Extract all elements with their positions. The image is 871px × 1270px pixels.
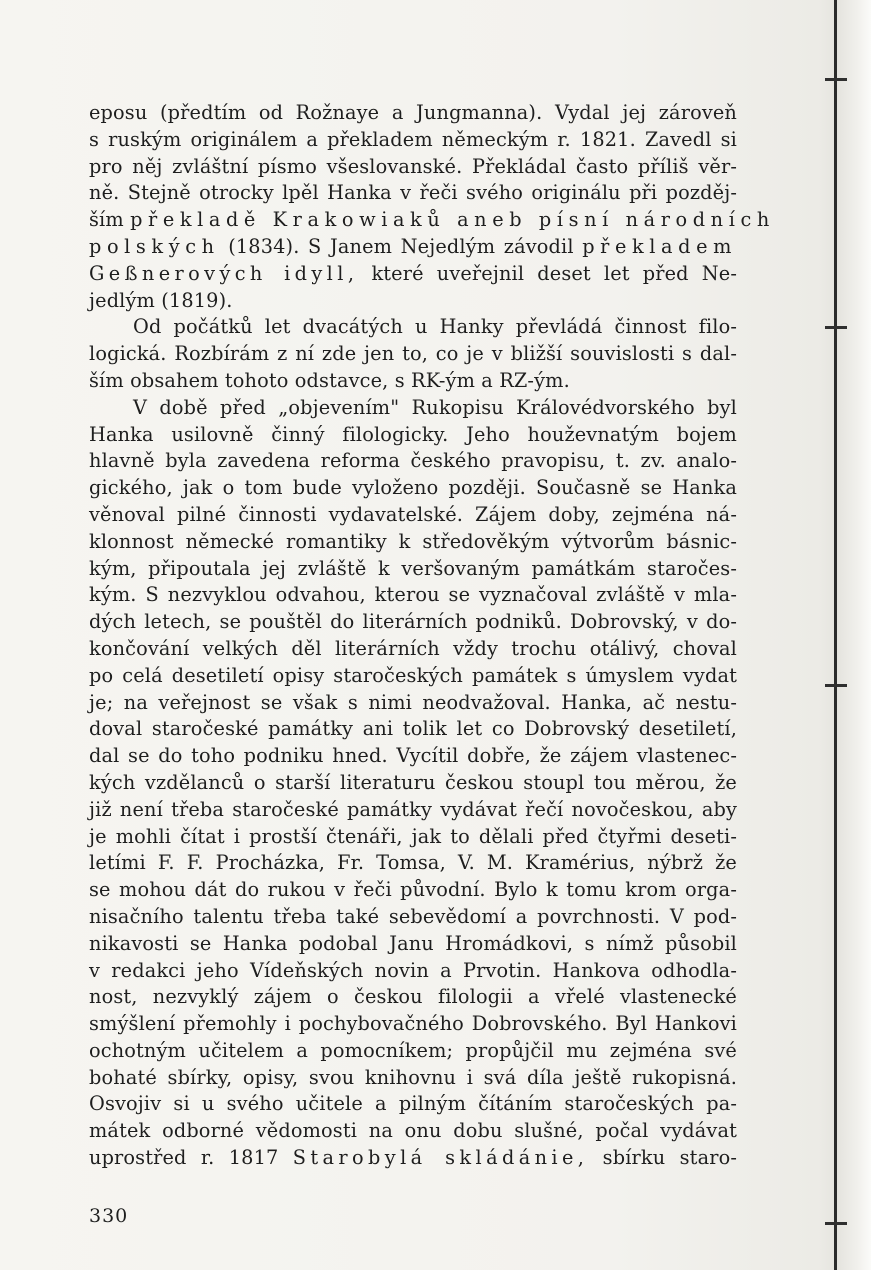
paragraph-start-line: Od počátků let dvacátých u Hanky převládá činnost filo- bbox=[133, 315, 737, 339]
text-line: hlavně byla zavedena reforma českého pravopisu, t. zv. analo- bbox=[89, 449, 737, 473]
text-line bbox=[89, 207, 775, 234]
body-text bbox=[89, 100, 775, 1172]
text-line: dal se do toho podniku hned. Vycítil dobře, že zájem vlastenec- bbox=[89, 744, 737, 768]
binding-stitch bbox=[825, 1222, 847, 1225]
text-line: Osvojiv si u svého učitele a pilným čítáním staročeských pa- bbox=[89, 1092, 737, 1116]
text-line: logická. Rozbírám z ní zde jen to, co je v bližší souvislosti s dal- bbox=[89, 342, 737, 366]
text-line: po celá desetiletí opisy staročeských památek s úmyslem vydat bbox=[89, 663, 737, 687]
text-line: končování velkých děl literárních vždy trochu otálivý, choval bbox=[89, 636, 737, 660]
text-line: nisačního talentu třeba také sebevědomí a povrchnosti. V pod- bbox=[89, 904, 737, 928]
text-line: jedlým (1819). bbox=[89, 288, 233, 312]
text-segment: uprostřed r. 1817 bbox=[89, 1146, 279, 1170]
text-line bbox=[89, 1145, 737, 1172]
binding-stitch bbox=[825, 326, 847, 329]
text-line: Hanka usilovně činný filologicky. Jeho houževnatým bojem bbox=[89, 422, 737, 446]
text-line: eposu (předtím od Rožnaye a Jungmanna). Vydal jej zároveň bbox=[89, 101, 737, 124]
text-line: gického, jak o tom bude vyloženo později. Současně se Hanka bbox=[89, 476, 737, 500]
text-segment: ším bbox=[89, 208, 124, 232]
binding-margin bbox=[837, 0, 871, 1270]
text-segment: sbírku staro- bbox=[602, 1146, 738, 1170]
text-line: kým, připoutala jej zvláště k veršovaným památkám staročes- bbox=[89, 556, 737, 580]
text-line: nost, nezvyklý zájem o českou filologii a vřelé vlastenecké bbox=[89, 985, 737, 1009]
spaced-title: překladě Krakowiaků aneb písní národních bbox=[130, 208, 775, 232]
text-line: je mohli čítat i prostší čtenáři, jak to dělali před čtyřmi deseti- bbox=[89, 824, 737, 848]
text-line: ochotným učitelem a pomocníkem; propůjčil mu zejména své bbox=[89, 1038, 737, 1062]
text-line: bohaté sbírky, opisy, svou knihovnu i svá díla ještě rukopisná. bbox=[89, 1065, 737, 1089]
binding-stitch bbox=[825, 78, 847, 81]
text-line: ně. Stejně otrocky lpěl Hanka v řeči svého originálu při pozděj- bbox=[89, 181, 737, 205]
text-line: ším obsahem tohoto odstavce, s RK-ým a RZ-ým. bbox=[89, 368, 570, 392]
text-line: kých vzdělanců o starší literaturu českou stoupl tou měrou, že bbox=[89, 770, 737, 794]
text-line: v redakci jeho Vídeňských novin a Prvotin. Hankova odhodla- bbox=[89, 958, 737, 982]
text-line: smýšlení přemohly i pochybovačného Dobrovského. Byl Hankovi bbox=[89, 1012, 737, 1036]
text-line: mátek odborné vědomosti na onu dobu slušné, počal vydávat bbox=[89, 1119, 737, 1143]
spaced-word: překladem bbox=[582, 234, 737, 258]
binding-stitch bbox=[825, 684, 847, 687]
spaced-title: polských bbox=[89, 234, 220, 258]
page-number: 330 bbox=[89, 1205, 129, 1227]
text-line: již není třeba staročeské památky vydávat řečí novočeskou, aby bbox=[89, 797, 737, 821]
text-line: se mohou dát do rukou v řeči původní. Bylo k tomu krom orga- bbox=[89, 878, 737, 902]
text-line: věnoval pilné činnosti vydavatelské. Zájem doby, zejména ná- bbox=[89, 502, 737, 526]
spaced-title: Geßnerových idyll, bbox=[89, 261, 359, 285]
text-segment: (1834). S Janem Nejedlým závodil bbox=[228, 234, 574, 258]
text-line: pro něj zvláštní písmo všeslovanské. Překládal často příliš věr- bbox=[89, 154, 737, 178]
text-line: letími F. F. Procházka, Fr. Tomsa, V. M. Kramérius, nýbrž že bbox=[89, 851, 737, 875]
text-line: kým. S nezvyklou odvahou, kterou se vyznačoval zvláště v mla- bbox=[89, 583, 737, 607]
paragraph-start-line: V době před „objevením" Rukopisu Královédvorského byl bbox=[133, 395, 737, 419]
book-spine-edge bbox=[834, 0, 837, 1270]
text-line bbox=[89, 261, 737, 288]
text-line: je; na veřejnost se však s nimi neodvažoval. Hanka, ač nestu- bbox=[89, 690, 737, 714]
text-line: klonnost německé romantiky k středověkým výtvorům básnic- bbox=[89, 529, 737, 553]
text-line: doval staročeské památky ani tolik let co Dobrovský desetiletí, bbox=[89, 717, 737, 741]
spaced-title: Starobylá skládánie, bbox=[292, 1146, 589, 1170]
text-line: dých letech, se pouštěl do literárních podniků. Dobrovský, v do- bbox=[89, 610, 737, 634]
text-line bbox=[89, 234, 737, 261]
text-line: s ruským originálem a překladem německým r. 1821. Zavedl si bbox=[89, 127, 737, 151]
text-segment: které uveřejnil deset let před Ne- bbox=[371, 261, 738, 285]
text-line: nikavosti se Hanka podobal Janu Hromádkovi, s nímž působil bbox=[89, 931, 737, 955]
